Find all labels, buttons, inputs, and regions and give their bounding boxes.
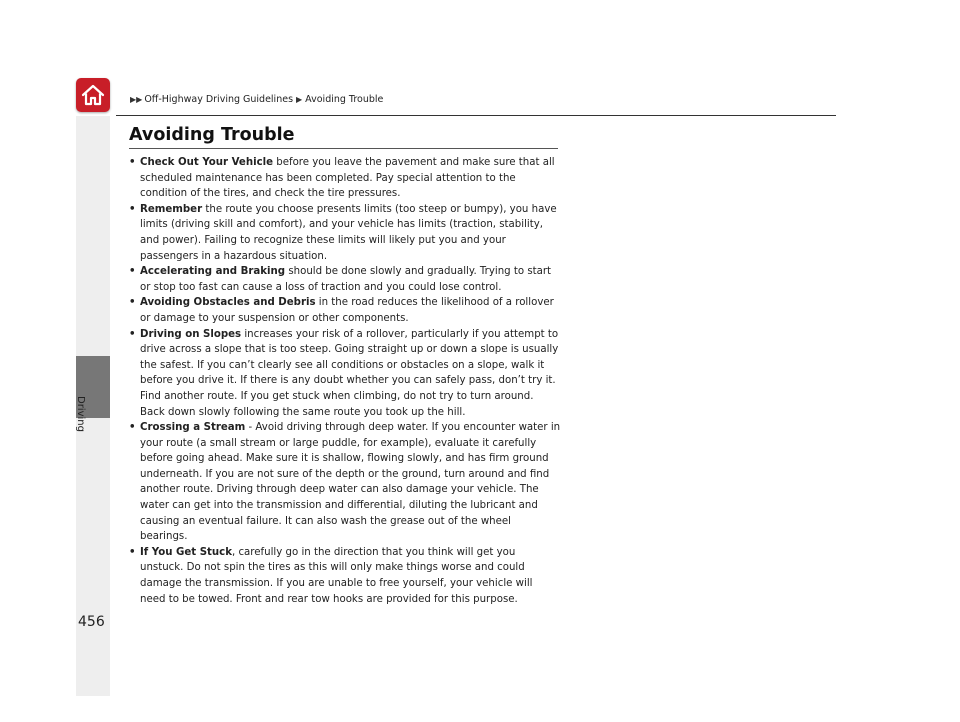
bullet-icon: • — [129, 157, 136, 168]
item-term: Remember — [140, 203, 203, 215]
item-text: the route you choose presents limits (too steep or bumpy), you have limits (driving skill and comfort), and your vehicle has limits (traction, stability, and power). Failing to recognize these limits will likely put you and your passengers in a hazardous situation. — [140, 203, 557, 262]
item-text: - Avoid driving through deep water. If you encounter water in your route (a small stream or large puddle, for example), evaluate it carefully before going ahead. Make sure it is shallow, flowing slowly, and has firm ground underneath. If you are not sure of the depth or the ground, turn around and find another route. Driving through deep water can also damage your vehicle. The water can get into the transmission and differential, diluting the lubricant and causing an eventual failure. It can also wash the grease out of the wheel bearings. — [140, 422, 561, 543]
item-text: increases your risk of a rollover, particularly if you attempt to drive across a slope that is too steep. Going straight up or down a slope is usually the safest. If you can’t clearly see all conditions or obstacles on a slope, walk it before you drive it. If there is any doubt whether you can safely pass, don’t try it. Find another route. If you get stuck when climbing, do not try to turn around. Back down slowly following the same route you took up the hill. — [140, 328, 559, 418]
bullet-icon: • — [129, 203, 136, 215]
title-divider — [129, 148, 558, 149]
item-text: in the road reduces the likelihood of a rollover or damage to your suspension or other components. — [140, 297, 554, 324]
item-text: , carefully go in the direction that you think will get you unstuck. Do not spin the tires as this will only make things worse and could damage the transmission. If you are unable to free yourself, your vehicle will need to be towed. Front and rear tow hooks are provided for this purpose. — [140, 546, 533, 605]
list-item — [129, 420, 561, 545]
list-item — [129, 202, 561, 264]
breadcrumb-current: Avoiding Trouble — [305, 94, 384, 105]
triangle-right-icon: ▶▶ — [130, 95, 143, 104]
page-number: 456 — [78, 614, 105, 630]
bullet-icon: • — [129, 266, 136, 278]
item-term: Driving on Slopes — [140, 328, 242, 340]
list-item — [129, 327, 561, 421]
item-term: Avoiding Obstacles and Debris — [140, 297, 316, 309]
item-term: If You Get Stuck — [140, 546, 232, 558]
bullet-icon: • — [129, 422, 136, 434]
list-item — [129, 545, 561, 607]
page-title: Avoiding Trouble — [129, 125, 295, 145]
item-term: Crossing a Stream — [140, 422, 246, 434]
item-text: before you leave the pavement and make sure that all scheduled maintenance has been completed. Pay special attention to the condition of the tires, and check the tire pressures. — [140, 157, 555, 200]
triangle-right-icon: ▶ — [296, 95, 303, 104]
content-body — [129, 155, 561, 607]
item-text: should be done slowly and gradually. Trying to start or stop too fast can cause a loss of traction and you could lose control. — [140, 266, 552, 293]
item-term: Accelerating and Braking — [140, 266, 286, 278]
list-item — [129, 155, 561, 202]
home-icon — [81, 83, 105, 107]
breadcrumb-link-off-highway[interactable]: Off-Highway Driving Guidelines — [144, 94, 294, 105]
item-term: Check Out Your Vehicle — [140, 157, 274, 168]
bullet-icon: • — [129, 297, 136, 309]
list-item — [129, 264, 561, 295]
bullet-icon: • — [129, 546, 136, 558]
side-tab-label: Driving — [75, 396, 86, 432]
header-divider — [116, 115, 836, 116]
bullet-icon: • — [129, 328, 136, 340]
list-item — [129, 295, 561, 326]
breadcrumb — [130, 94, 383, 105]
home-button[interactable] — [76, 78, 110, 112]
